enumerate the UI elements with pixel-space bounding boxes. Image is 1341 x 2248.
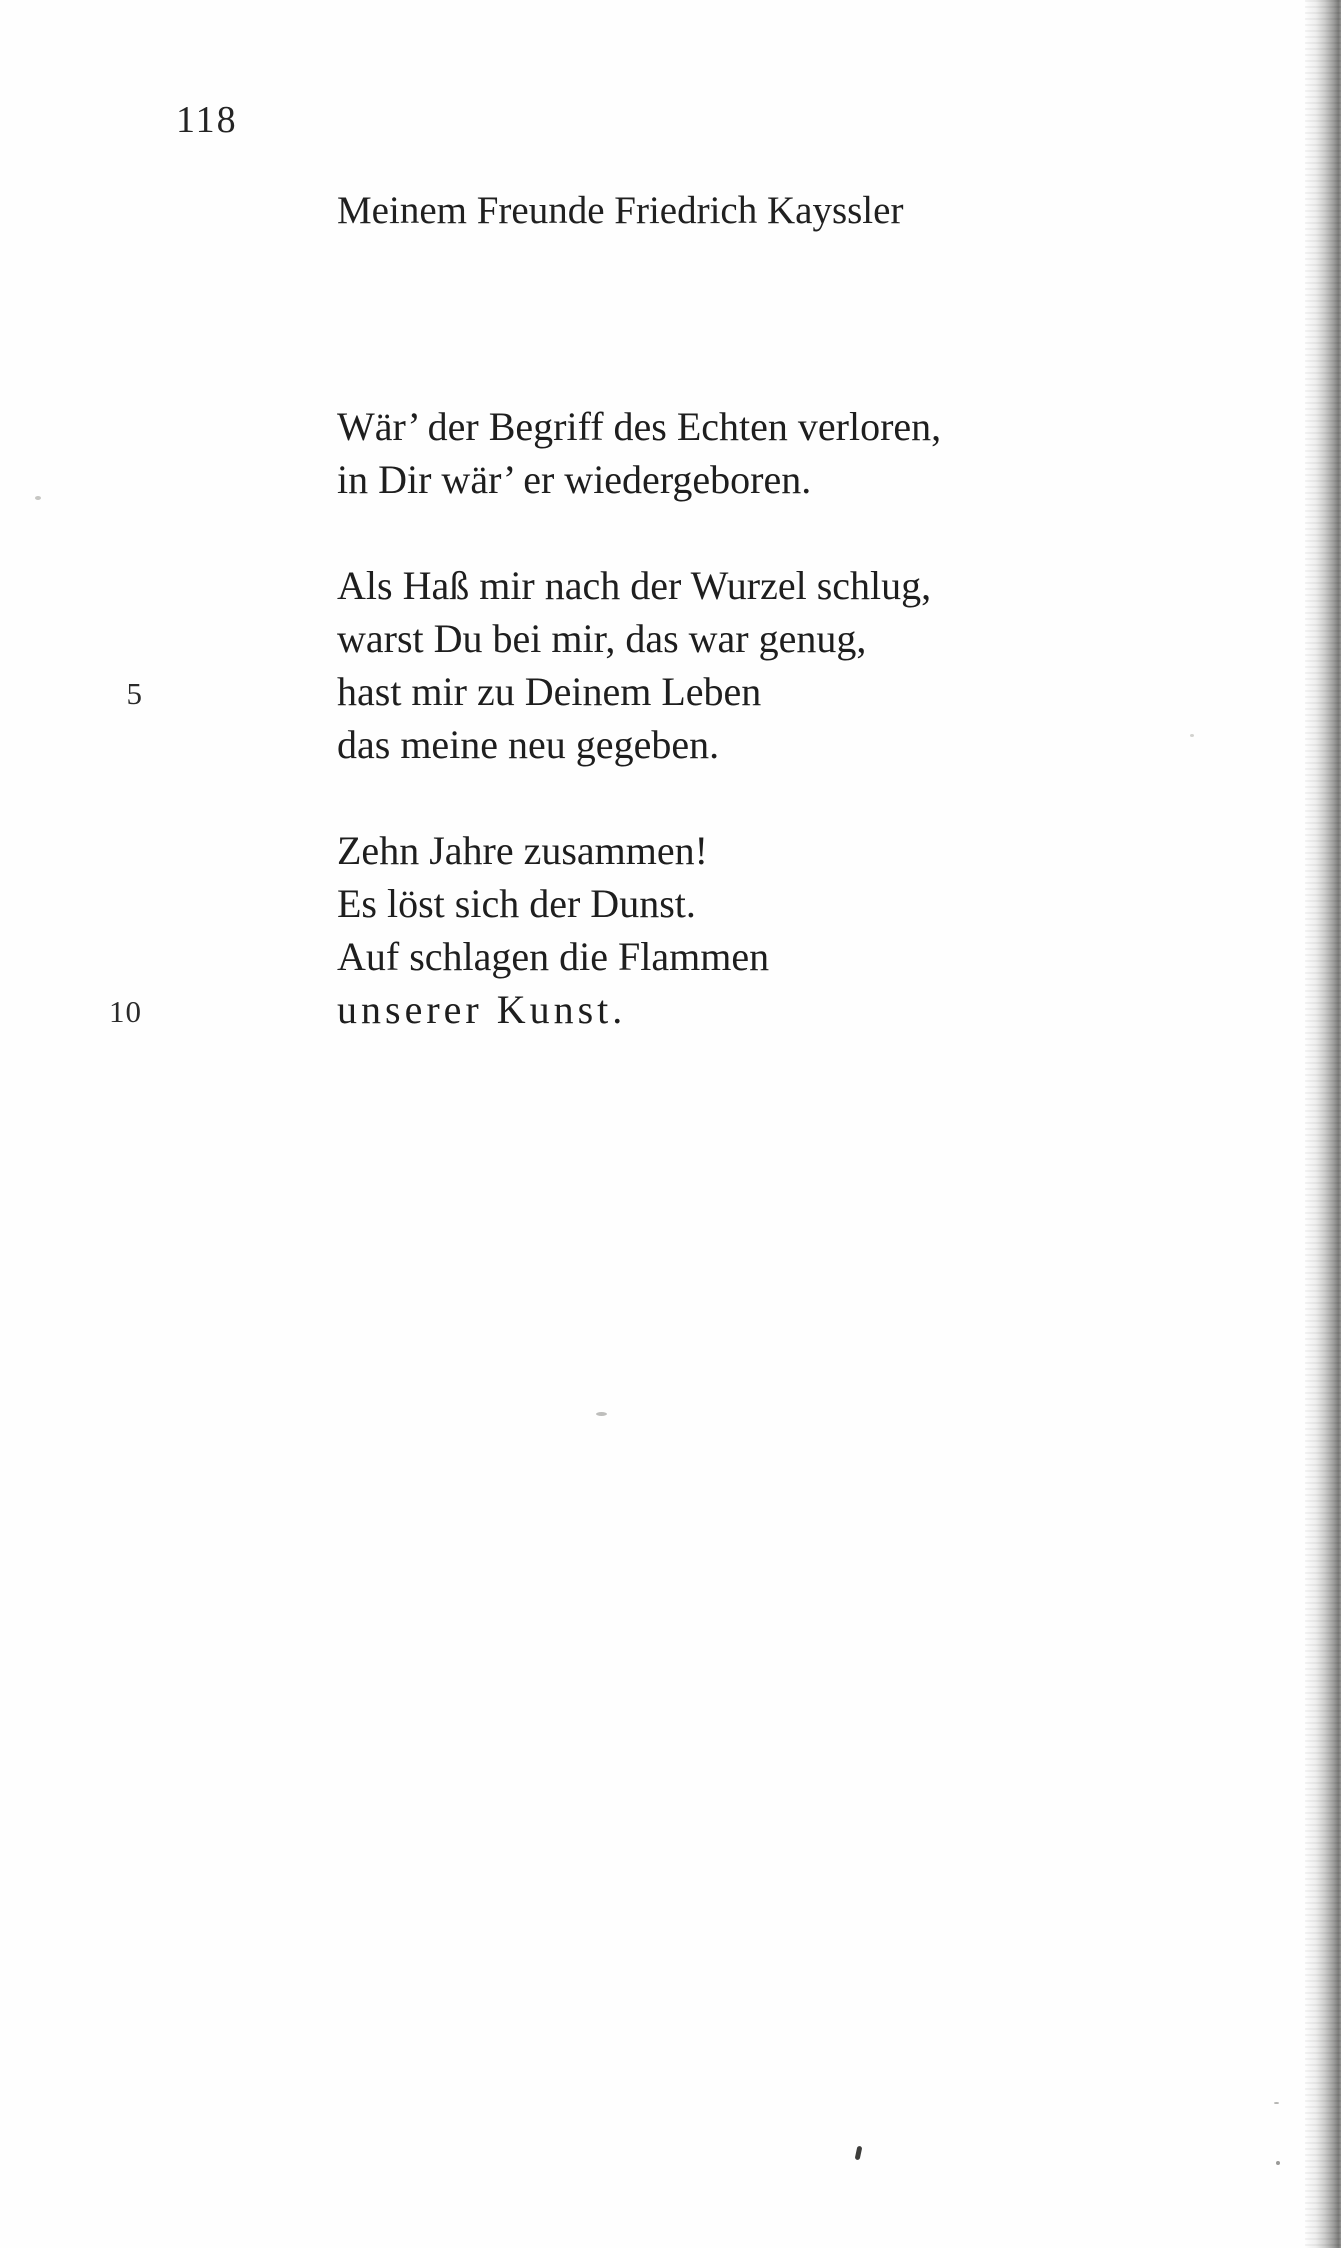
poem-line: Wär’ der Begriff des Echten verloren,	[337, 404, 942, 449]
poem-line: Als Haß mir nach der Wurzel schlug,	[337, 563, 932, 608]
poem-line: in Dir wär’ er wiedergeboren.	[337, 457, 812, 502]
poem-line: hast mir zu Deinem Leben	[337, 669, 762, 714]
scan-speck	[1190, 734, 1194, 737]
scan-speck	[855, 2146, 863, 2161]
scan-speck	[35, 496, 41, 500]
poem-line-emphasized: unserer Kunst.	[337, 987, 627, 1032]
scan-speck	[1276, 2161, 1280, 2165]
page-edge-shadow	[1305, 0, 1341, 2248]
stanza-1	[337, 400, 941, 506]
poem-line: Zehn Jahre zusammen!	[337, 828, 708, 873]
poem-line: Auf schlagen die Flammen	[337, 934, 770, 979]
poem-line: das meine neu gegeben.	[337, 722, 720, 767]
dedication-line: Meinem Freunde Friedrich Kayssler	[337, 189, 904, 232]
margin-line-number-10: 10	[109, 994, 142, 1029]
page-number: 118	[176, 99, 238, 141]
poem-body	[337, 400, 941, 1036]
margin-line-number-5: 5	[126, 676, 142, 711]
stanza-3	[337, 824, 941, 1036]
scan-speck	[1274, 2102, 1279, 2104]
scan-speck	[596, 1412, 607, 1416]
poem-line: Es löst sich der Dunst.	[337, 881, 696, 926]
poem-line: warst Du bei mir, das war genug,	[337, 616, 867, 661]
stanza-2	[337, 559, 941, 771]
